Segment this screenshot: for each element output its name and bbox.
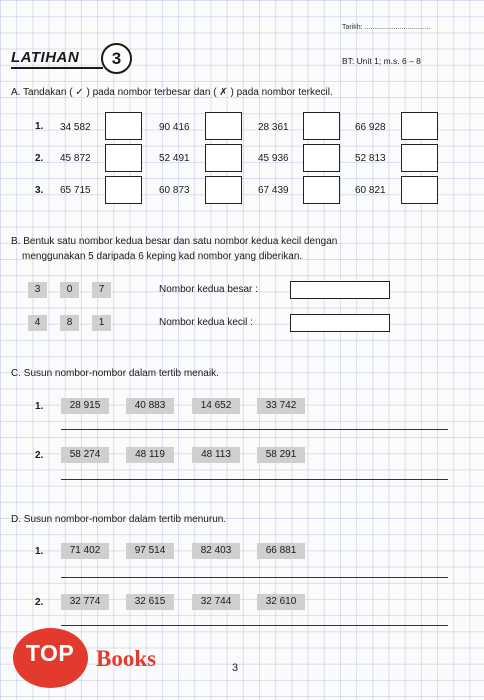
topbooks-logo-books: Books [96,646,157,671]
answer-line[interactable] [61,429,448,430]
topbooks-logo-top: TOP [25,640,75,666]
section-b-instruction-line2: menggunakan 5 daripada 6 keping kad nombor yang diberikan. [22,251,303,262]
exercise-number-badge: 3 [101,43,132,74]
answer-checkbox[interactable] [401,144,438,172]
section-c-row-label: 2. [35,450,44,461]
number-value: 52 813 [355,153,386,164]
answer-checkbox[interactable] [303,144,340,172]
number-value: 67 439 [258,185,289,196]
page-number: 3 [232,662,239,674]
exercise-title [11,42,129,72]
textbook-reference: BT: Unit 1; m.s. 6 – 8 [342,56,421,66]
number-tile: 48 119 [126,447,174,463]
number-value: 60 821 [355,185,386,196]
number-card: 3 [28,282,47,298]
number-tile: 58 274 [61,447,109,463]
number-card: 8 [60,315,79,331]
number-value: 52 491 [159,153,190,164]
section-d-row-label: 2. [35,597,44,608]
section-d-row-label: 1. [35,546,44,557]
number-tile: 71 402 [61,543,109,559]
section-a-row-label: 2. [35,153,44,164]
number-tile: 32 774 [61,594,109,610]
number-tile: 32 610 [257,594,305,610]
number-value: 66 928 [355,122,386,133]
number-tile: 28 915 [61,398,109,414]
number-tile: 82 403 [192,543,240,559]
number-value: 65 715 [60,185,91,196]
number-tile: 66 881 [257,543,305,559]
section-b-instruction [11,234,476,264]
section-a-row-label: 3. [35,185,44,196]
number-card: 4 [28,315,47,331]
number-tile: 14 652 [192,398,240,414]
answer-checkbox[interactable] [205,176,242,204]
answer-checkbox[interactable] [105,144,142,172]
section-d-instruction: D. Susun nombor-nombor dalam tertib menurun. [11,514,227,525]
title-underline [11,67,103,69]
answer-checkbox[interactable] [303,112,340,140]
date-label: Tarikh: .................................. [342,24,431,31]
section-c-row-label: 1. [35,401,44,412]
answer-checkbox[interactable] [401,112,438,140]
second-largest-answer-box[interactable] [290,281,390,299]
section-a-row-label: 1. [35,121,44,132]
section-a-instruction: A. Tandakan ( ✓ ) pada nombor terbesar dan ( ✗ ) pada nombor terkecil. [11,87,333,98]
answer-line[interactable] [61,577,448,578]
number-card: 1 [92,315,111,331]
exercise-title-text: LATIHAN [11,49,80,66]
number-card: 0 [60,282,79,298]
number-value: 28 361 [258,122,289,133]
number-tile: 48 113 [192,447,240,463]
second-smallest-label: Nombor kedua kecil : [159,317,253,328]
answer-checkbox[interactable] [303,176,340,204]
number-value: 34 582 [60,122,91,133]
number-tile: 40 883 [126,398,174,414]
number-tile: 32 744 [192,594,240,610]
number-value: 60 873 [159,185,190,196]
answer-checkbox[interactable] [105,112,142,140]
number-value: 90 416 [159,122,190,133]
answer-line[interactable] [61,625,448,626]
number-value: 45 872 [60,153,91,164]
number-value: 45 936 [258,153,289,164]
number-tile: 32 615 [126,594,174,610]
answer-line[interactable] [61,479,448,480]
number-tile: 97 514 [126,543,174,559]
answer-checkbox[interactable] [401,176,438,204]
section-b-instruction-line1: B. Bentuk satu nombor kedua besar dan satu nombor kedua kecil dengan [11,236,338,247]
second-smallest-answer-box[interactable] [290,314,390,332]
number-tile: 33 742 [257,398,305,414]
number-card: 7 [92,282,111,298]
answer-checkbox[interactable] [205,144,242,172]
answer-checkbox[interactable] [105,176,142,204]
number-tile: 58 291 [257,447,305,463]
second-largest-label: Nombor kedua besar : [159,284,258,295]
answer-checkbox[interactable] [205,112,242,140]
section-c-instruction: C. Susun nombor-nombor dalam tertib menaik. [11,368,219,379]
